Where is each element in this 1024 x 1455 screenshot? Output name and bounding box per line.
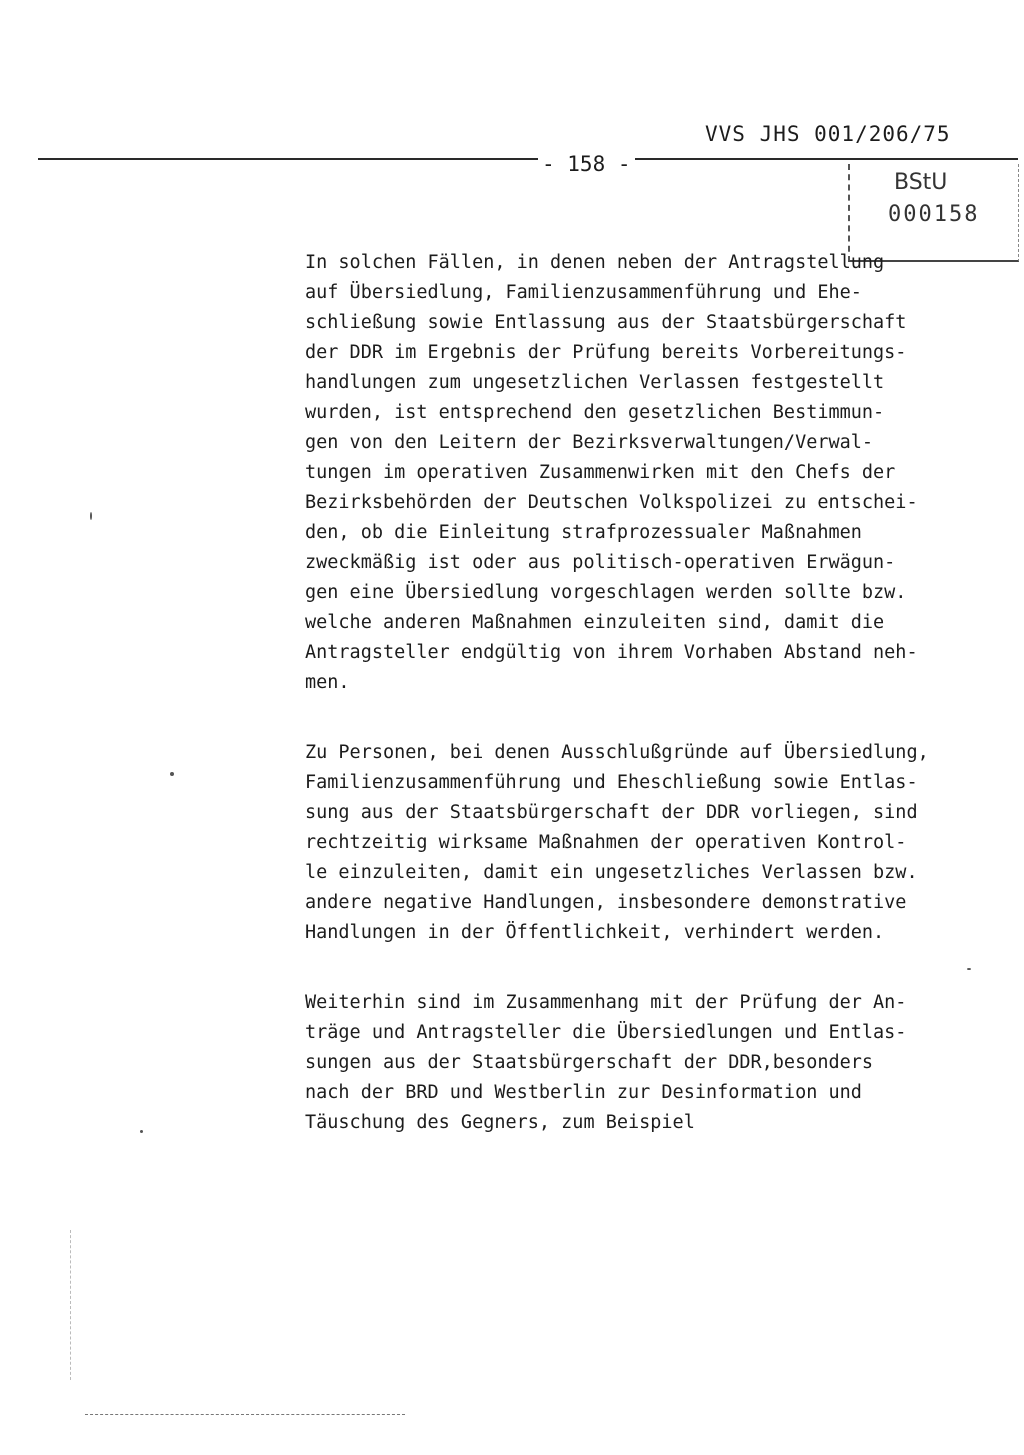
text-line: Weiterhin sind im Zusammenhang mit der Prüfung der An- xyxy=(305,992,907,1013)
stamp-agency: BStU xyxy=(894,170,948,195)
text-line: nach der BRD und Westberlin zur Desinformation und xyxy=(305,1082,862,1103)
paragraph xyxy=(305,988,1005,1138)
document-reference: VVS JHS 001/206/75 xyxy=(705,122,951,146)
scan-speck xyxy=(90,512,92,520)
text-line: Zu Personen, bei denen Ausschlußgründe auf Übersiedlung, xyxy=(305,742,929,763)
scan-margin-mark xyxy=(70,1230,71,1380)
paragraph xyxy=(305,738,1005,948)
text-line: le einzuleiten, damit ein ungesetzliches Verlassen bzw. xyxy=(305,862,918,883)
header-rule xyxy=(38,158,1018,160)
stamp-page-id: 000158 xyxy=(888,202,980,227)
text-line: auf Übersiedlung, Familienzusammenführung und Ehe- xyxy=(305,282,862,303)
text-line: schließung sowie Entlassung aus der Staatsbürgerschaft xyxy=(305,312,907,333)
text-line: Familienzusammenführung und Eheschließung sowie Entlas- xyxy=(305,772,918,793)
text-line: der DDR im Ergebnis der Prüfung bereits Vorbereitungs- xyxy=(305,342,907,363)
text-line: träge und Antragsteller die Übersiedlungen und Entlas- xyxy=(305,1022,907,1043)
text-line: handlungen zum ungesetzlichen Verlassen festgestellt xyxy=(305,372,885,393)
text-line: Täuschung des Gegners, zum Beispiel xyxy=(305,1112,695,1133)
paragraph xyxy=(305,248,1005,698)
text-line: rechtzeitig wirksame Maßnahmen der operativen Kontrol- xyxy=(305,832,907,853)
text-line: men. xyxy=(305,672,350,693)
text-line: wurden, ist entsprechend den gesetzlichen Bestimmun- xyxy=(305,402,885,423)
text-line: Bezirksbehörden der Deutschen Volkspolizei zu entschei- xyxy=(305,492,918,513)
text-line: sung aus der Staatsbürgerschaft der DDR vorliegen, sind xyxy=(305,802,918,823)
text-line: In solchen Fällen, in denen neben der Antragstellung xyxy=(305,252,885,273)
page-number: - 158 - xyxy=(538,152,635,176)
scan-speck xyxy=(170,772,174,776)
text-line: Handlungen in der Öffentlichkeit, verhindert werden. xyxy=(305,922,885,943)
text-line: welche anderen Maßnahmen einzuleiten sind, damit die xyxy=(305,612,885,633)
text-line: andere negative Handlungen, insbesondere demonstrative xyxy=(305,892,907,913)
text-line: gen eine Übersiedlung vorgeschlagen werden sollte bzw. xyxy=(305,582,907,603)
text-line: zweckmäßig ist oder aus politisch-operativen Erwägun- xyxy=(305,552,896,573)
scan-speck xyxy=(140,1130,143,1133)
text-line: gen von den Leitern der Bezirksverwaltungen/Verwal- xyxy=(305,432,874,453)
text-line: den, ob die Einleitung strafprozessualer Maßnahmen xyxy=(305,522,862,543)
body-text xyxy=(305,248,1005,1138)
text-line: Antragsteller endgültig von ihrem Vorhaben Abstand neh- xyxy=(305,642,918,663)
text-line: sungen aus der Staatsbürgerschaft der DDR,besonders xyxy=(305,1052,874,1073)
scan-bottom-rule xyxy=(85,1414,405,1415)
scan-speck xyxy=(967,968,971,970)
text-line: tungen im operativen Zusammenwirken mit den Chefs der xyxy=(305,462,896,483)
